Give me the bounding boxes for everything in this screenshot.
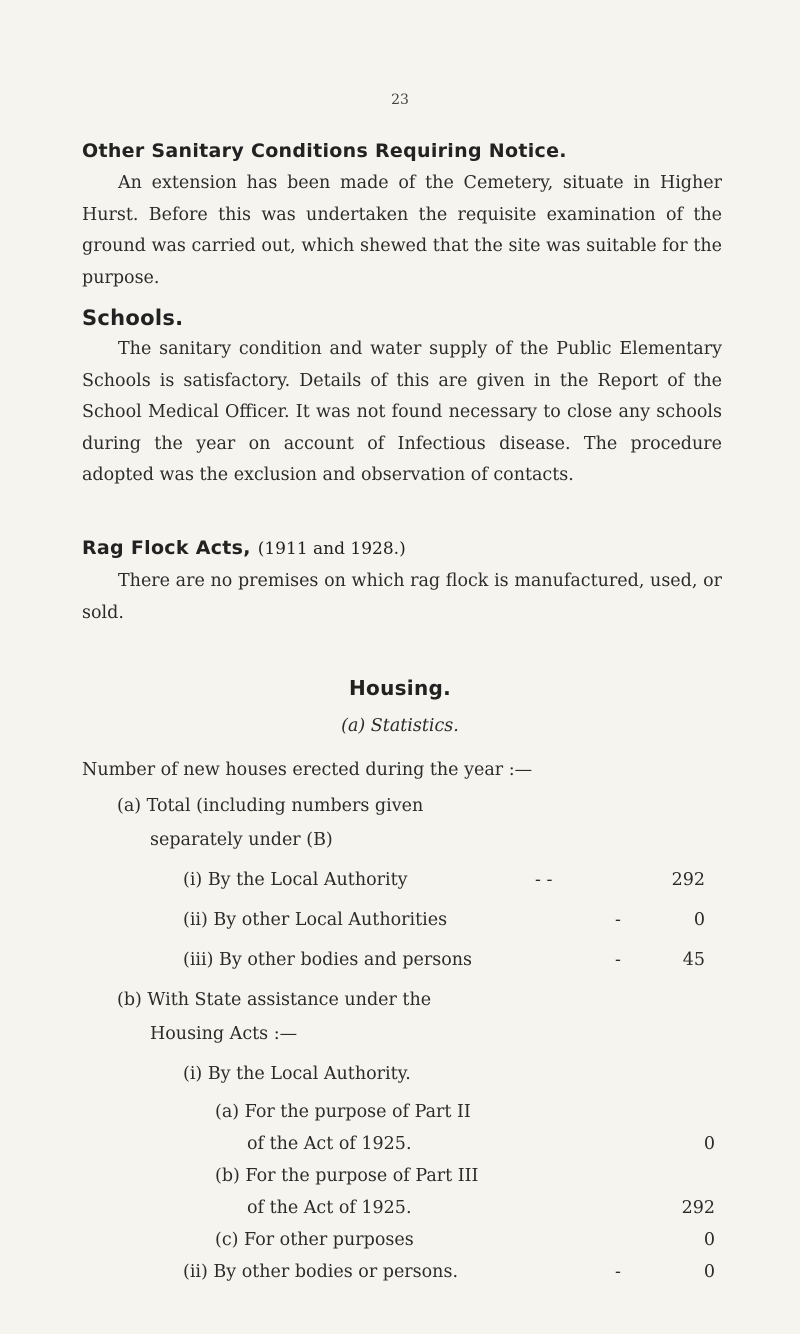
sanitary-paragraph: An extension has been made of the Cemetery, situate in Higher Hurst. Before this was undertaken the requisite examination of the ground was carried out, which shewed that the site was suitable for the purpose. (82, 173, 722, 288)
schools-paragraph: The sanitary condition and water supply of the Public Elementary Schools is satisfactory. Details of this are given in the Report of the School Medical Officer. It was not found necessary to close any schools during the year on account of Infectious disease. The procedure adopted was the exclusion and observation of contacts. (82, 339, 722, 485)
rag-flock-heading (82, 537, 406, 559)
housing-heading: Housing. (348, 676, 452, 700)
sanitary-heading: Other Sanitary Conditions Requiring Notice. (82, 140, 567, 162)
rag-flock-title: Rag Flock Acts, (82, 537, 251, 559)
housing-subtitle: (a) Statistics. (341, 716, 459, 736)
schools-heading: Schools. (82, 306, 184, 330)
rag-flock-title-note: (1911 and 1928.) (257, 539, 406, 559)
rag-flock-paragraph: There are no premises on which rag flock is manufactured, used, or sold. (82, 571, 722, 623)
page-number: 23 (391, 92, 409, 108)
